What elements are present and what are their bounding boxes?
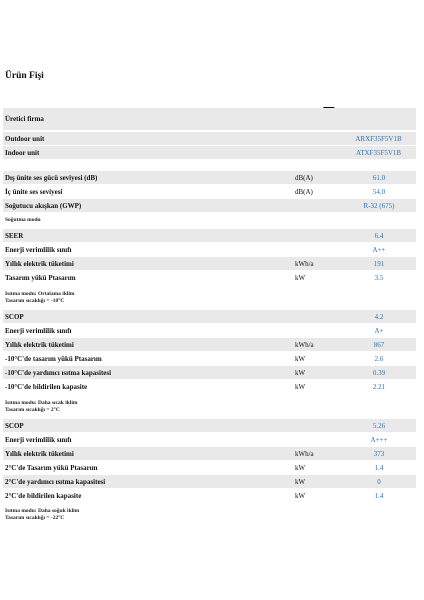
- row-unit: kW: [295, 354, 306, 363]
- table-row: [3, 338, 416, 351]
- row-value: 373: [373, 449, 385, 458]
- row-label: Indoor unit: [5, 148, 40, 157]
- table-row: [3, 271, 416, 284]
- row-label: Enerji verimlilik sınıfı: [5, 435, 72, 444]
- row-value: R-32 (675): [363, 201, 395, 210]
- section-heading-line: Tasarım sıcaklığı = -10°C: [5, 298, 65, 304]
- row-value: 4.2: [374, 312, 384, 321]
- row-value: 191: [373, 259, 385, 268]
- outdoor-unit-row: [3, 132, 416, 145]
- row-value: 3.5: [374, 273, 384, 282]
- row-unit: kW: [295, 273, 306, 282]
- table-row: [3, 257, 416, 270]
- row-label: -10°C'de yardımcı ısıtma kapasitesi: [5, 368, 112, 377]
- row-value: 1.4: [374, 491, 384, 500]
- section-heading: Soğutma modu: [5, 217, 41, 223]
- section-heading-line: Isıtma modu: Ortalama iklim: [5, 291, 75, 297]
- row-label: Dış ünite ses gücü seviyesi (dB): [5, 173, 98, 182]
- row-unit: dB(A): [295, 173, 313, 182]
- row-label: Üretici firma: [5, 115, 44, 123]
- table-row: [3, 461, 416, 474]
- section-heading-line: Isıtma modu: Daha soğuk iklim: [5, 508, 80, 514]
- row-value: A+++: [370, 435, 388, 444]
- row-unit: kW: [295, 477, 306, 486]
- section-heading-line: Isıtma modu: Daha sıcak iklim: [5, 400, 78, 406]
- section-heading: [5, 400, 77, 414]
- row-value: 61.0: [372, 173, 386, 182]
- row-value: 2.21: [372, 382, 386, 391]
- table-row: [3, 229, 416, 242]
- row-label: Yıllık elektrik tüketimi: [5, 449, 74, 458]
- row-label: 2°C'de bildirilen kapasite: [5, 491, 82, 500]
- row-value: ARXF35F5V1B: [355, 134, 402, 143]
- row-label: Outdoor unit: [5, 134, 45, 143]
- row-unit: kW: [295, 382, 306, 391]
- table-row: [3, 433, 416, 446]
- row-label: -10°C'de tasarım yükü Ptasarım: [5, 354, 102, 363]
- row-label: İç ünite ses seviyesi: [5, 187, 63, 196]
- row-label: Enerji verimlilik sınıfı: [5, 326, 72, 335]
- section-heading: [5, 291, 75, 305]
- row-label: 2°C'de yardımcı ısıtma kapasitesi: [5, 477, 106, 486]
- table-row: [3, 447, 416, 460]
- row-unit: kWh/a: [295, 259, 314, 268]
- row-label: Yıllık elektrik tüketimi: [5, 340, 74, 349]
- table-row: [3, 243, 416, 256]
- row-label: -10°C'de bildirilen kapasite: [5, 382, 88, 391]
- row-value: 54.0: [372, 187, 386, 196]
- row-value: 0: [377, 477, 381, 486]
- section-heading-line: Tasarım sıcaklığı = -22°C: [5, 515, 65, 521]
- table-row: [3, 310, 416, 323]
- row-label: Tasarım yükü Ptasarım: [5, 273, 76, 282]
- row-label: Soğutucu akışkan (GWP): [5, 201, 82, 210]
- row-value: 867: [373, 340, 385, 349]
- row-label: 2°C'de Tasarım yükü Ptasarım: [5, 463, 98, 472]
- table-row: [3, 185, 416, 198]
- row-unit: dB(A): [295, 187, 313, 196]
- row-label: SEER: [5, 231, 24, 240]
- manufacturer-row: [3, 108, 416, 130]
- row-value: 5.26: [372, 421, 386, 430]
- row-label: SCOP: [5, 312, 24, 321]
- table-row: [3, 366, 416, 379]
- row-value: A++: [372, 245, 386, 254]
- row-unit: kW: [295, 463, 306, 472]
- row-label: SCOP: [5, 421, 24, 430]
- row-label: Enerji verimlilik sınıfı: [5, 245, 72, 254]
- table-row: [3, 489, 416, 502]
- row-value: 2.6: [374, 354, 384, 363]
- row-value: ATXF35F5V1B: [355, 148, 402, 157]
- table-row: [3, 199, 416, 212]
- row-unit: kW: [295, 491, 306, 500]
- row-label: Yıllık elektrik tüketimi: [5, 259, 74, 268]
- row-value: 6.4: [374, 231, 384, 240]
- page-title: Ürün Fişi: [5, 71, 44, 81]
- indoor-unit-row: [3, 146, 416, 159]
- table-row: [3, 475, 416, 488]
- row-value: 0.39: [372, 368, 386, 377]
- table-row: [3, 171, 416, 184]
- row-unit: kWh/a: [295, 449, 314, 458]
- row-value: A+: [374, 326, 384, 335]
- section-heading: [5, 508, 79, 522]
- table-row: [3, 380, 416, 393]
- table-row: [3, 324, 416, 337]
- table-row: [3, 419, 416, 432]
- row-unit: kW: [295, 368, 306, 377]
- row-unit: kWh/a: [295, 340, 314, 349]
- table-row: [3, 352, 416, 365]
- row-value: 1.4: [374, 463, 384, 472]
- section-heading-line: Tasarım sıcaklığı = 2°C: [5, 407, 60, 413]
